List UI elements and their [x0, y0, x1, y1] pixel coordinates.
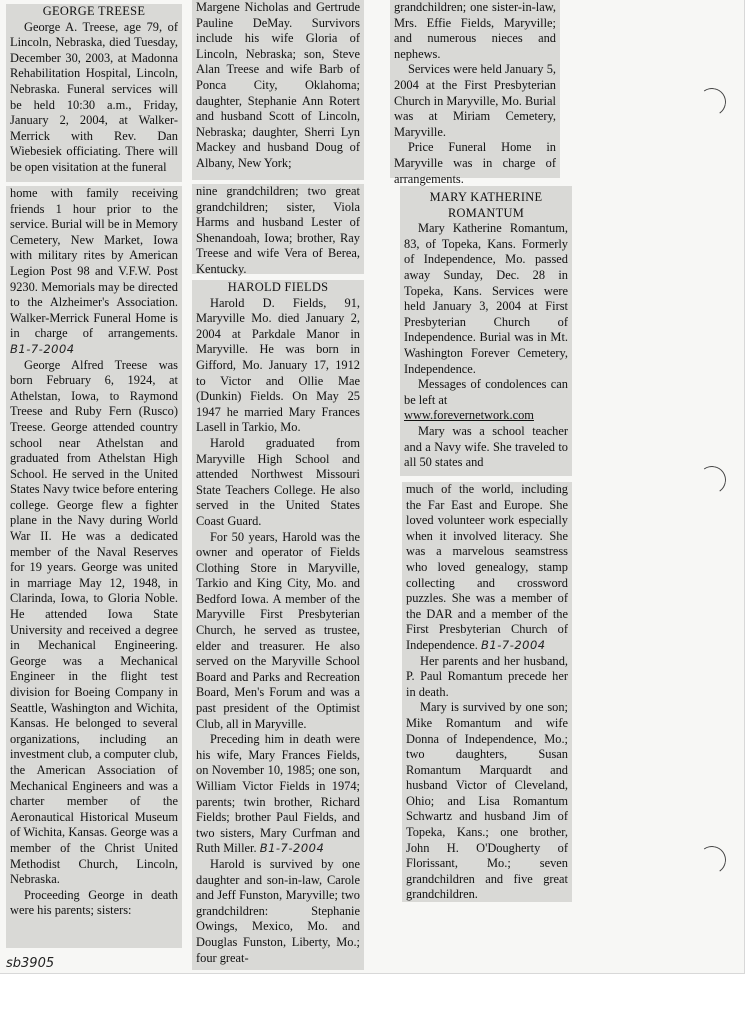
fields-para-5: Harold is survived by one daughter and son-in-law, Carole and Jeff Funston, Maryville; two grandchildren: Stephanie Owings, Mexico, Mo. and Douglas Funston, Liberty, Mo.; four great- [196, 856, 360, 965]
treese-para-4: Margene Nicholas and Gertrude Pauline DeMay. Survivors include his wife Gloria of Lincoln, Nebraska; son, Steve Alan Treese and wife Barb of Ponca City, Oklahoma; daughter, Stephanie Ann Rotert and husband Scott of Lincoln, Nebraska; daughter, Sherri Lyn Mackey and husband Doug of Albany, New York; [196, 0, 360, 170]
fields-para-8: Price Funeral Home in Maryville was in charge of arrangements. [394, 140, 556, 186]
fields-handwritten-date: B1-7-2004 [259, 841, 325, 856]
romantum-clipping-main [402, 482, 572, 902]
treese-para-5: nine grandchildren; two great grandchildren; sister, Viola Harms and husband Lester of Shenandoah, Iowa; brother, Ray Treese and wife Vera of Berea, Kentucky. [196, 184, 360, 276]
romantum-para-2: Messages of condolences can be left at [404, 377, 568, 407]
treese-clipping-continued-2 [192, 184, 364, 274]
treese-para-2: George Alfred Treese was born February 6, 1924, at Athelstan, Iowa, to Raymond Treese and Ruby Fern (Rusco) Treese. George attended country school near Athelstan and graduated from Athelstan High School. He served in the United States Navy twice before entering college. George flew a fighter plane in the Navy during World War II. He was a dedicated member of the Naval Reserves for 19 years. George was united in marriage May 12, 1948, in Clarinda, Iowa, to Gloria Noble. He attended Iowa State University and received a degree in Mechanical Engineering. George was a Mechanical Engineer in the flight test division for Boeing Company in Seattle, Washington and Wichita, Kansas. He belonged to several organizations, including an investment club, a computer club, the American Association of Mechanical Engineers and was a charter member of the Aeronautical Historical Museum of Wichita, Kansas. George was a member of the Christ United Methodist Church, Lincoln, Nebraska. [10, 357, 178, 887]
fields-para-7: Services were held January 5, 2004 at the First Presbyterian Church in Maryville, Mo. Burial was at Miriam Cemetery, Maryville. [394, 62, 556, 139]
treese-clipping-main [6, 186, 182, 948]
romantum-para-4-text: much of the world, including the Far East and Europe. She loved volunteer work especially when it involved literacy. She was a marvelous seamstress who loved genealogy, stamp collecting and crossword puzzles. She was a member of the DAR and a member of the First Presbyterian Church of Independence. [406, 482, 568, 652]
romantum-link-line [404, 408, 568, 424]
fields-clipping-continued [390, 0, 560, 186]
romantum-title: MARY KATHERINE ROMANTUM [429, 190, 543, 220]
treese-handwritten-date: B1-7-2004 [10, 341, 75, 356]
treese-para-3: Proceeding George in death were his parents; sisters: [10, 887, 178, 918]
treese-clipping-continued-1 [192, 0, 364, 180]
fields-para-4 [196, 732, 360, 857]
fields-para-3: For 50 years, Harold was the owner and operator of Fields Clothing Store in Maryville, Tarkio and King City, Mo. and Bedford Iowa. A member of the Maryville First Presbyterian Church, he served as trustee, elder and treasurer. He also served on the Maryville School Board and Parks and Recreation Board, Men's Forum and was a past president of the Optimist Club, all in Maryville. [196, 529, 360, 731]
romantum-clipping-top [400, 186, 572, 476]
romantum-para-4 [406, 482, 568, 654]
treese-para-1: George A. Treese, age 79, of Lincoln, Nebraska, died Tuesday, December 30, 2003, at Madonna Rehabilitation Hospital, Lincoln, Nebraska. Funeral services will be held 10:30 a.m., Friday, January 2, 2004, at Walker-Merrick with Rev. Dan Wiebesiek officiating. There will be open visitation at the funeral [10, 19, 178, 174]
fields-title: HAROLD FIELDS [227, 280, 329, 294]
treese-title: GEORGE TREESE [42, 4, 146, 18]
fields-para-4-text: Preceding him in death were his wife, Mary Frances Fields, on November 10, 1985; one son, William Victor Fields in 1974; parents; twin brother, Richard Fields; brother Paul Fields, and two sisters, Mary Curfman and Ruth Miller. [196, 732, 360, 856]
romantum-para-3: Mary was a school teacher and a Navy wife. She traveled to all 50 states and [404, 423, 568, 470]
romantum-handwritten-date: B1-7-2004 [481, 637, 546, 652]
fields-clipping [192, 280, 364, 970]
treese-para-1-continued-text: home with family receiving friends 1 hour prior to the service. Burial will be in Memory Cemetery, New Market, Iowa with military rites by American Legion Post 98 and V.F.W. Post 9230. Memorials may be directed to the Alzheimer's Association. Walker-Merrick Funeral Home is in charge of arrangements. [10, 186, 178, 341]
treese-para-1-continued [10, 186, 178, 358]
handwritten-catalog-number: sb3905 [6, 956, 55, 971]
treese-clipping-top [6, 4, 182, 182]
binder-hole-mark-top [696, 86, 728, 118]
romantum-website-link[interactable]: www.forevernetwork.com [404, 408, 534, 423]
romantum-para-1: Mary Katherine Romantum, 83, of Topeka, Kans. Formerly of Independence, Mo. passed away Sunday, Dec. 28 in Topeka, Kans. Services were held January 3, 2004 at First Presbyterian Church of Independence. Burial was in Mt. Washington Forever Cemetery, Independence. [404, 221, 568, 376]
romantum-para-6: Mary is survived by one son; Mike Romantum and wife Donna of Independence, Mo.; two daughters, Susan Romantum Marquardt and husband Victor of Cleveland, Ohio; and Lisa Romantum Schwartz and husband Jim of Topeka, Kans.; one brother, John H. O'Dougherty of Florissant, Mo.; seven grandchildren and five great grandchildren. [406, 700, 568, 902]
fields-para-6: grandchildren; one sister-in-law, Mrs. Effie Fields, Maryville; and numerous nieces and nephews. [394, 0, 556, 61]
binder-hole-mark-middle [696, 464, 728, 496]
fields-para-1: Harold D. Fields, 91, Maryville Mo. died January 2, 2004 at Parkdale Manor in Maryville. He was born in Gifford, Mo. January 17, 1912 to Victor and Ollie Mae (Dunkin) Fields. On May 25 1947 he married Mary Frances Lasell in Tarkio, Mo. [196, 295, 360, 435]
binder-hole-mark-bottom [696, 844, 728, 876]
romantum-para-5: Her parents and her husband, P. Paul Romantum precede her in death. [406, 653, 568, 699]
fields-para-2: Harold graduated from Maryville High School and attended Northwest Missouri State Teachers College. He also served in the United States Coast Guard. [196, 435, 360, 528]
